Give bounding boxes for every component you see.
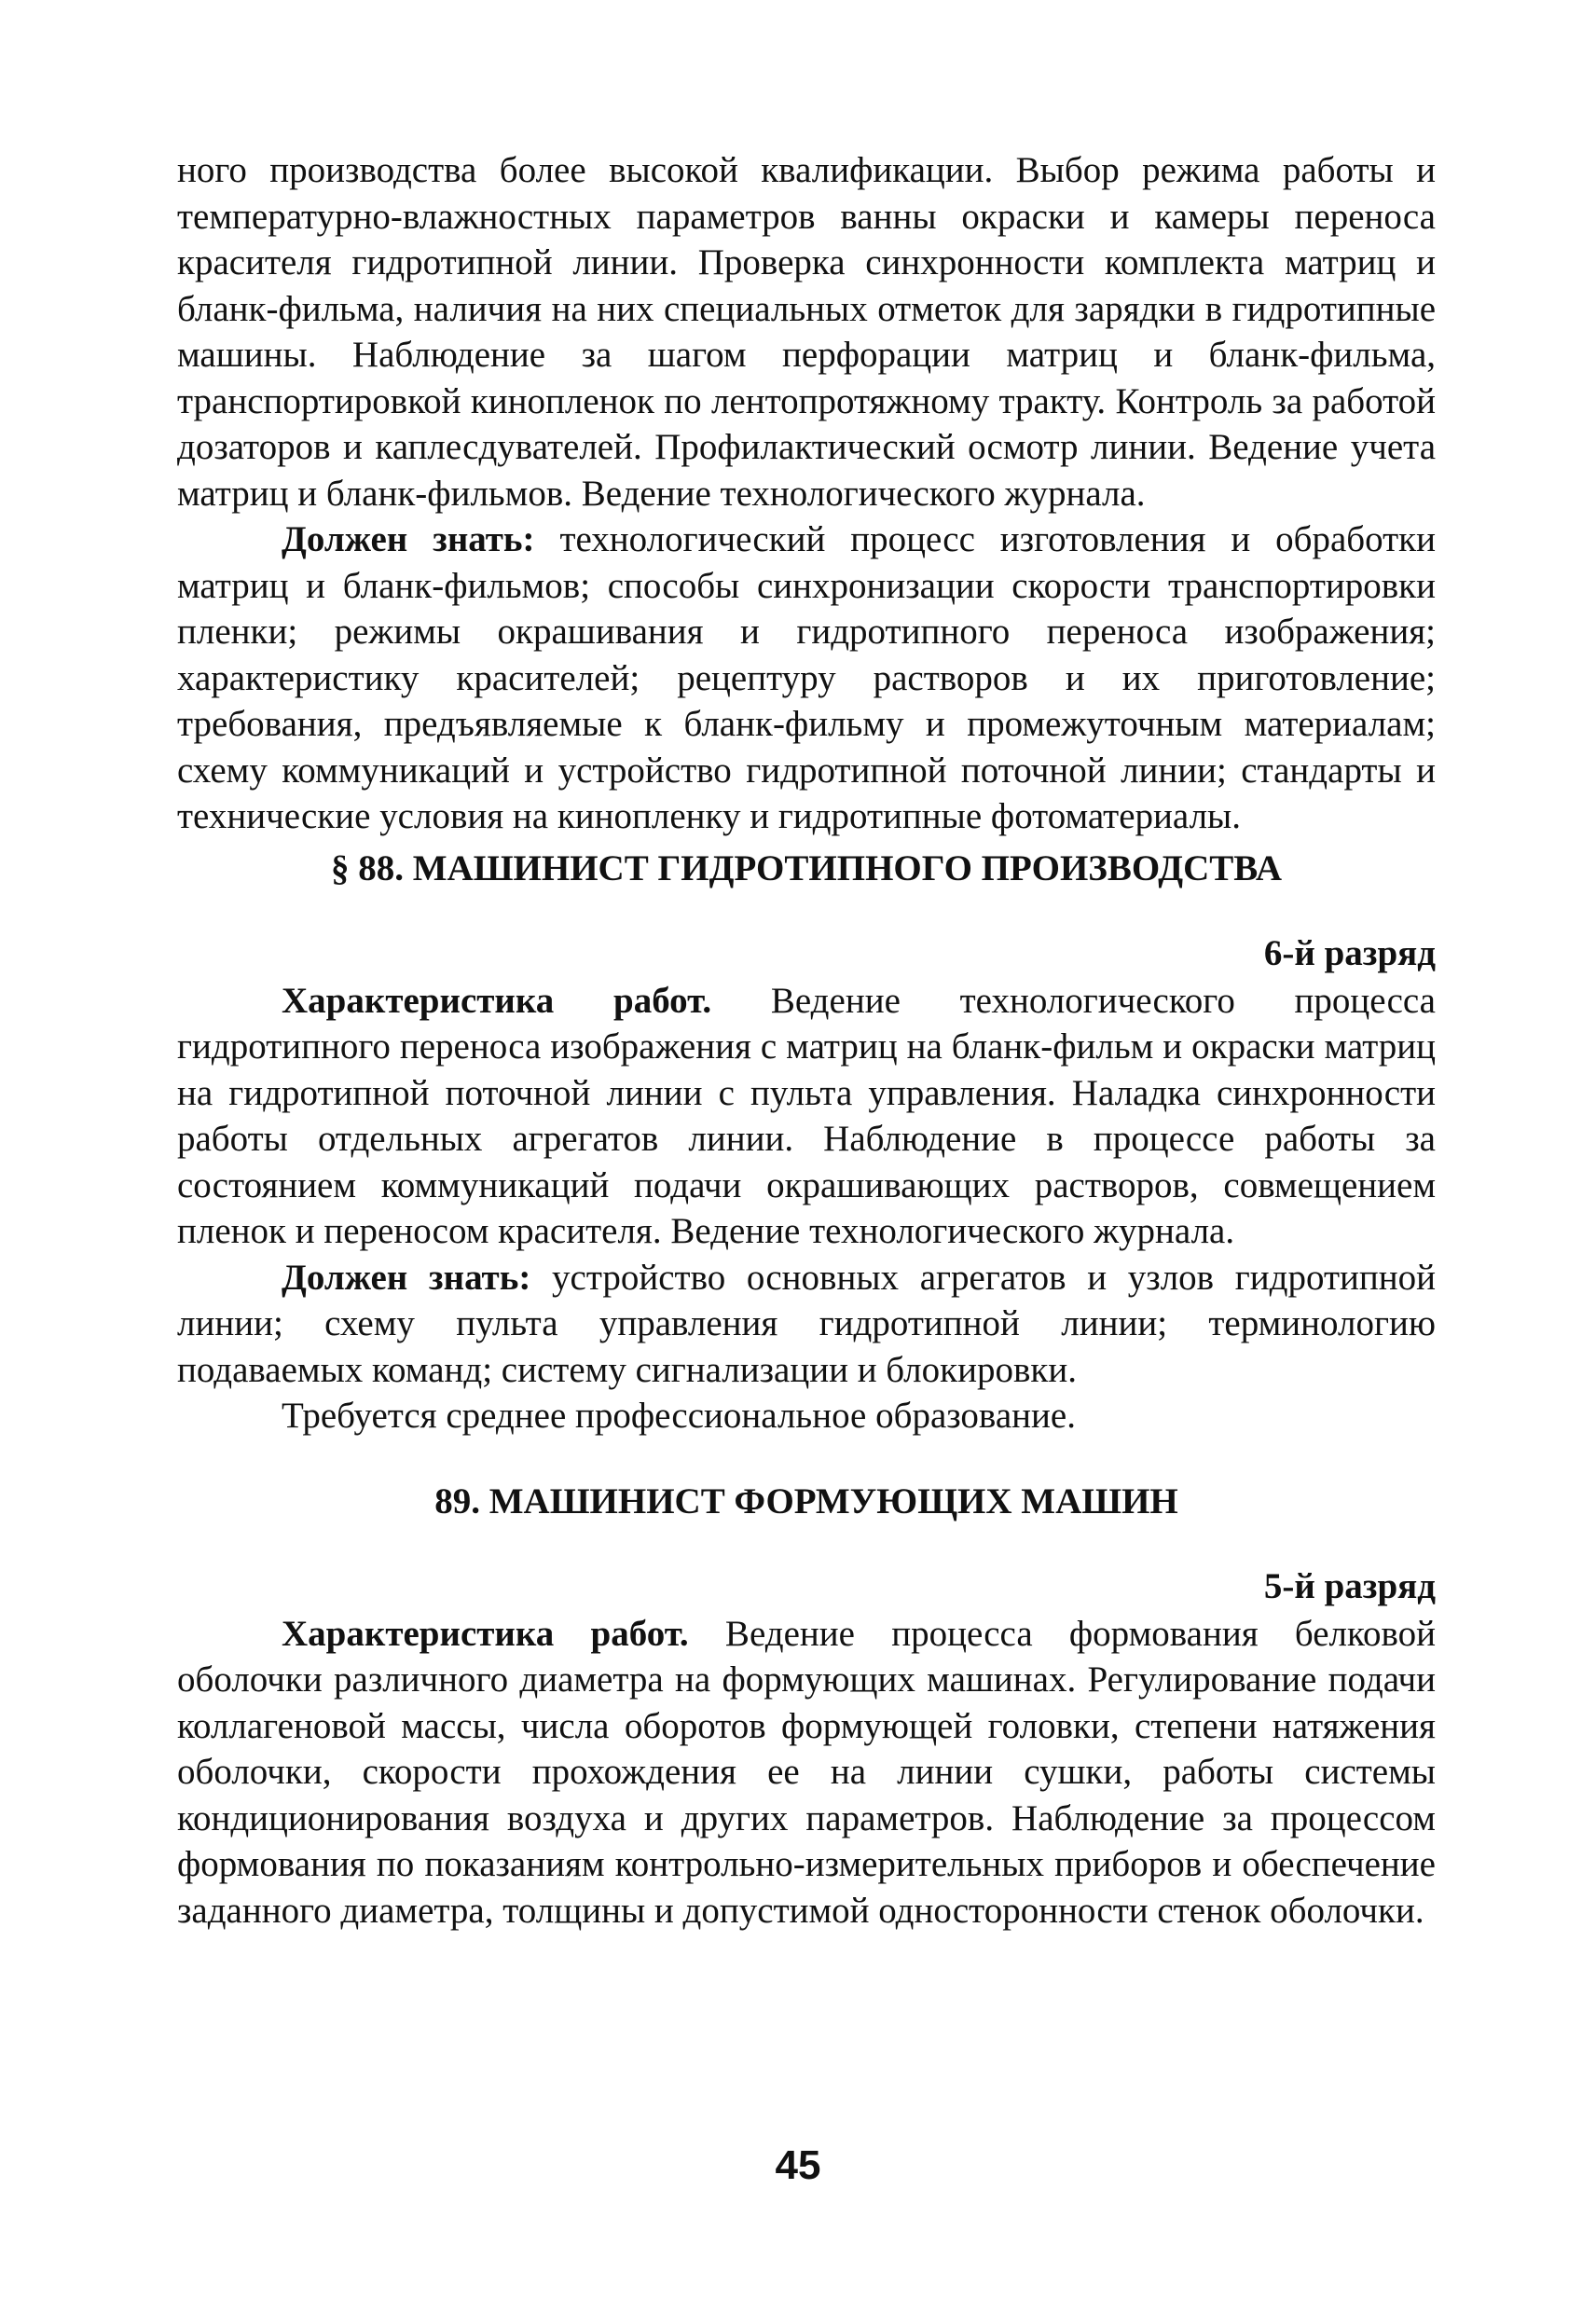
knowledge-text: устройство основных агрегатов и узлов гидротипной линии; схему пульта управления гидротипной линии; терминологию подаваемых команд; систему сигнализации и блокировки. (177, 1257, 1436, 1390)
section-88-knowledge-paragraph (177, 1255, 1436, 1394)
knowledge-label: Должен знать: (282, 1257, 531, 1298)
work-text: Ведение технологического процесса гидротипного переноса изображения с матриц на бланк-фильм и окраски матриц на гидротипной поточной линии с пульта управления. Наладка синхронности работы отдельных агрегатов линии. Наблюдение в процессе работы за состоянием коммуникаций подачи окрашивающих растворов, совмещением пленок и переносом красителя. Ведение технологического журнала. (177, 980, 1436, 1251)
section-88-grade: 6-й разряд (1263, 932, 1436, 973)
section-88-work-paragraph (177, 978, 1436, 1255)
knowledge-text: технологический процесс изготовления и обработки матриц и бланк-фильмов; способы синхронизации скорости транспортировки пленки; режимы окрашивания и гидротипного переноса изображения; характеристику красителей; рецептуру растворов и их приготовление; требования, предъявляемые к бланк-фильму и промежуточным материалам; схему коммуникаций и устройство гидротипной поточной линии; стандарты и технические условия на кинопленку и гидротипные фотоматериалы. (177, 519, 1436, 836)
section-89-grade: 5-й разряд (1263, 1565, 1436, 1606)
work-label: Характеристика работ. (282, 1613, 689, 1654)
work-label: Характеристика работ. (282, 980, 712, 1021)
section-89-title: 89. МАШИНИСТ ФОРМУЮЩИХ МАШИН (434, 1480, 1178, 1521)
work-text: Ведение процесса формования белковой оболочки различного диаметра на формующих машинах. Регулирование подачи коллагеновой массы, числа оборотов формующей головки, степени натяжения оболочки, скорости прохождения ее на линии сушки, работы системы кондиционирования воздуха и других параметров. Наблюдение за процессом формования по показаниям контрольно-измерительных приборов и обеспечение заданного диаметра, толщины и допустимой односторонности стенок оболочки. (177, 1613, 1436, 1931)
intro-paragraph: ного производства более высокой квалификации. Выбор режима работы и температурно-влажностных параметров ванны окраски и камеры переноса красителя гидротипной линии. Проверка синхронности комплекта матриц и бланк-фильма, наличия на них специальных отметок для зарядки в гидротипные машины. Наблюдение за шагом перфорации матриц и бланк-фильма, транспортировкой кинопленок по лентопротяжному тракту. Контроль за работой дозаторов и каплесдувателей. Профилактический осмотр линии. Ведение учета матриц и бланк-фильмов. Ведение технологического журнала. (177, 150, 1436, 514)
intro-knowledge-paragraph (177, 516, 1436, 840)
section-89-work-paragraph (177, 1611, 1436, 1934)
section-88-education: Требуется среднее профессиональное образование. (282, 1396, 1076, 1436)
page-number: 45 (775, 2142, 821, 2188)
document-page (177, 147, 1436, 1934)
knowledge-label: Должен знать: (282, 519, 535, 559)
section-88-title: § 88. МАШИНИСТ ГИДРОТИПНОГО ПРОИЗВОДСТВА (331, 847, 1282, 888)
